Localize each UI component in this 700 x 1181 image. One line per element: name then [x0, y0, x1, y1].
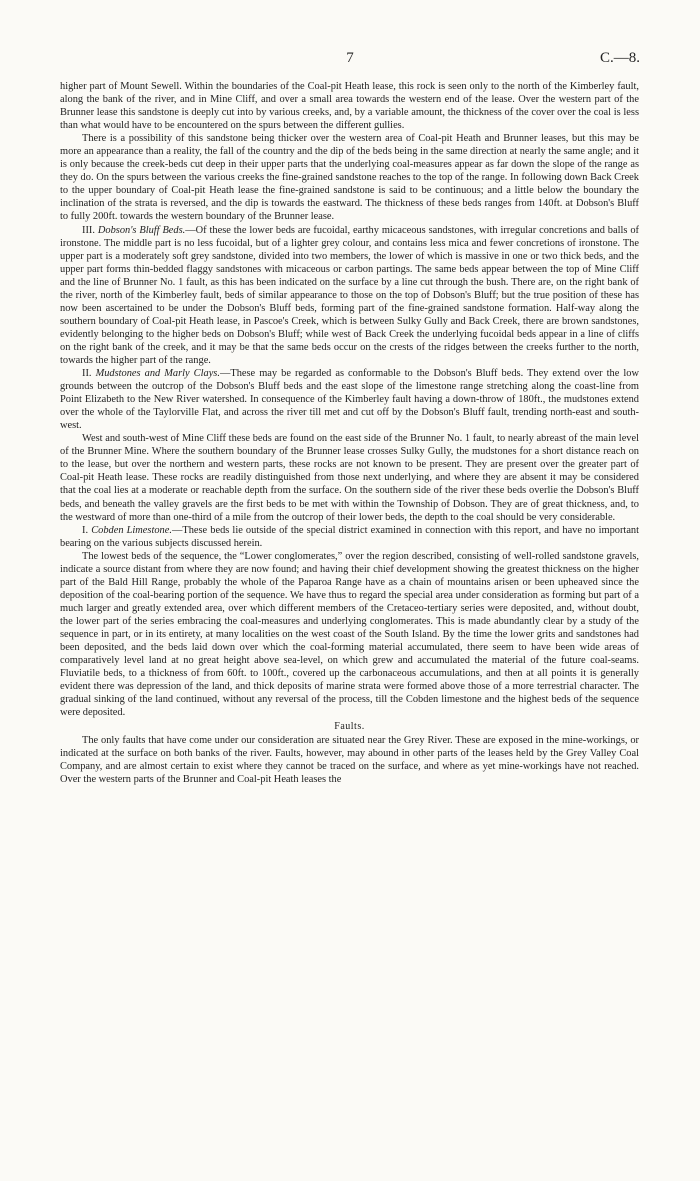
- section-title-italic: Dobson's Bluff Beds.: [97, 224, 186, 236]
- paragraph-sandstone-thickness: There is a possibility of this sandstone being thicker over the western area of Coal-pit Heath and Brunner leases, but this may be more an appearance than a reality, the fall of the country and the dip of the beds being in the same direction at nearly the same angle; and it is only because the creek-beds cut deep in their upper parts that the underlying coal-measures appear as far down the slope of the range as they do. On the spurs between the various creeks the fine-grained sandstone reaches to the top of the range. In following down Back Creek to the upper boundary of Coal-pit Heath lease the fine-grained sandstone is said to be continuous; and a little below the boundary the inclination of the strata is reversed, and the dip is towards the eastward. The thickness of these beds ranges from 140ft. at Dobson's Bluff to fully 200ft. towards the western boundary of the Brunner lease.: [60, 133, 639, 223]
- document-body: [60, 80, 639, 787]
- section-title-italic: Mudstones and Marly Clays.: [95, 368, 220, 380]
- paragraph-mudstones: [60, 367, 639, 432]
- section-numeral: II.: [82, 368, 96, 380]
- section-numeral: III.: [82, 224, 98, 236]
- paragraph-text: —These beds lie outside of the special district examined in connection with this report, and have no important bearing on the various subjects discussed herein.: [60, 524, 640, 549]
- paragraph-text: —Of these the lower beds are fucoidal, earthy micaceous sandstones, with irregular concretions and balls of ironstone. The middle part is no less fucoidal, but of a lighter grey colour, and contains less mica and fewer concretions of ironstone. The upper part is a moderately soft grey sandstone, divided into two members, the lower of which is massive in one or two thick beds, and the upper part forms thin-bedded flaggy sandstones with micaceous or carbon partings. The same beds appear between the top of Mine Cliff and the line of Brunner No. 1 fault, as this has been indicated on the surface by a line cut through the bush. There are, on the right bank of the river, north of the Kimberley fault, beds of similar appearance to those on the top of Dobson's Bluff; but the true position of these has now been ascertained to be under the Dobson's Bluff beds, forming part of the fine-grained sandstone formation. Half-way along the southern boundary of Coal-pit Heath lease, in Pascoe's Creek, which is between Sulky Gully and Back Creek, there are brown sandstones, evidently belonging to the higher beds on Dobson's Bluff; while west of Back Creek the underlying fucoidal beds appear in a line of cliffs on the right bank of the creek, and it may be that the same beds occur on the crests of the ridges between the creeks further to the north, towards the higher part of the range.: [60, 224, 639, 366]
- page-number: 7: [346, 50, 354, 66]
- paragraph-faults: The only faults that have come under our consideration are situated near the Grey River. These are exposed in the mine-workings, or indicated at the surface on both banks of the river. Faults, however, may abound in other parts of the leases held by the Grey Valley Coal Company, and are almost certain to exist where they cannot be traced on the surface, and where as yet mine-workings have not reached. Over the western parts of the Brunner and Coal-pit Heath leases the: [60, 735, 639, 786]
- document-reference: C.—8.: [599, 50, 640, 66]
- page-header: [60, 50, 640, 72]
- paragraph-mount-sewell: higher part of Mount Sewell. Within the boundaries of the Coal-pit Heath lease, this rock is seen only to the north of the Kimberley fault, along the bank of the river, and in Mine Cliff, and over a small area towards the western end of the lease. Over the western part of the Brunner lease this sandstone is deeply cut into by various creeks, and, by a variable amount, the thickness of the cover over the coal is less than what would have to be encountered on the spurs between the different gullies.: [60, 81, 639, 132]
- section-title-italic: Cobden Limestone.: [91, 524, 172, 536]
- section-numeral: I.: [82, 524, 92, 536]
- paragraph-dobsons-bluff-beds: [60, 224, 639, 368]
- paragraph-text: —These may be regarded as conformable to the Dobson's Bluff beds. They extend over the low grounds between the outcrop of the Dobson's Bluff beds and the east slope of the limestone range stretching along the coast-line from Point Elizabeth to the New River watershed. In consequence of the Kimberley fault having a down-throw of 180ft., the mudstones extend over the whole of the Taylorville Flat, and across the river till met and cut off by the Dobson's Bluff fault, trending north-east and south-west.: [60, 368, 639, 432]
- paragraph-cobden-limestone: [60, 524, 639, 550]
- paragraph-lower-conglomerates: The lowest beds of the sequence, the “Lower conglomerates,” over the region described, consisting of well-rolled sandstone gravels, indicate a source distant from where they are now found; and having their chief development showing the greatest thickness on the higher part of the Bald Hill Range, probably the whole of the Paparoa Range have as a chain of mountains arisen or been upheaved since the deposition of the coal-bearing portion of the sequence. We have thus to regard the special area under consideration as forming but part of a much larger and greatly extended area, over which different members of the Cretaceo-tertiary series were deposited, and, without doubt, the lower part of the series embracing the coal-measures and underlying conglomerates. This is made abundantly clear by a study of the sequence in part, or in its entirety, at many localities on the west coast of the South Island. By the time the lower grits and sandstones had been deposited, and the beds laid down over which the coal-forming material accumulated, there seem to have been wide areas of comparatively level land at no great height above sea-level, on which grew and accumulated the material of the future coal-seams. Fluviatile beds, to a thickness of from 60ft. to 100ft., covered up the carbonaceous accumulations, and then at all points it is generally evident there was depression of the land, and thick deposits of marine strata were formed above those of a more terrestrial character. The gradual sinking of the land continued, without any reversal of the process, till the Cobden limestone and the highest beds of the sequence were deposited.: [60, 550, 639, 719]
- paragraph-mine-cliff: West and south-west of Mine Cliff these beds are found on the east side of the Brunner No. 1 fault, to nearly abreast of the main level of the Brunner Mine. Where the southern boundary of the Brunner lease crosses Sulky Gully, the mudstones for a short distance reach on to the lease, but over the northern and western parts, these rocks are not known to be present. They are present over the greater part of Coal-pit Heath lease. These rocks are readily distinguished from those next underlying, and where they are absent it may be considered that the coal lies at a moderate or reachable depth from the surface. On the southern side of the river these beds overlie the Dobson's Bluff beds, and beneath the valley gravels are the first beds to be met with within the Township of Dobson. They are of great thickness, and, to the westward of more than one-third of a mile from the outcrop of their lower beds, the depth to the coal should be very considerable.: [60, 433, 639, 523]
- section-heading-faults: Faults.: [334, 721, 365, 733]
